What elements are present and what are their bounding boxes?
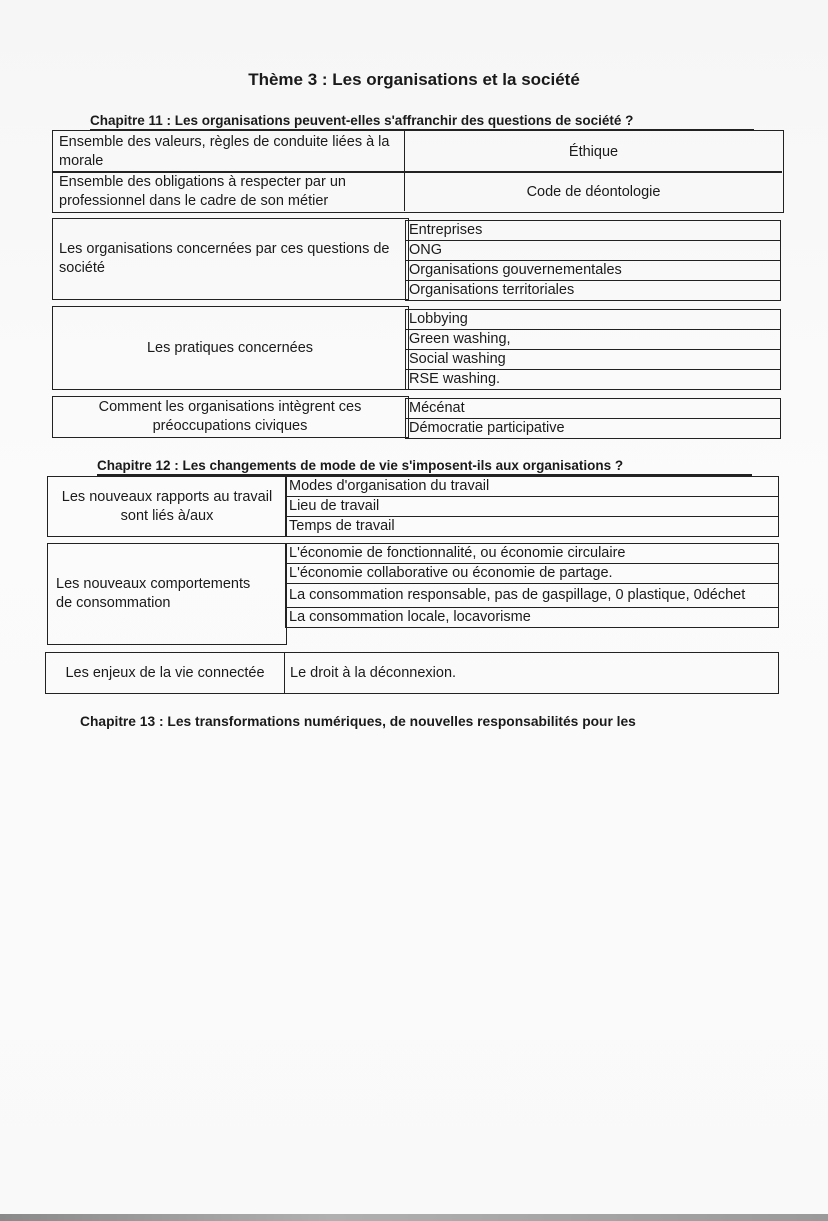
connected-label: Les enjeux de la vie connectée [65, 664, 265, 681]
list-item: Temps de travail [285, 516, 779, 537]
list-item: Modes d'organisation du travail [285, 476, 779, 496]
connected-value: Le droit à la déconnexion. [284, 653, 777, 693]
list-item: L'économie de fonctionnalité, ou économie circulaire [285, 543, 779, 563]
list-item: La consommation responsable, pas de gaspillage, 0 plastique, 0déchet [285, 583, 779, 607]
list-item: ONG [405, 240, 781, 260]
list-item: Social washing [405, 349, 781, 369]
definition-ethique-text: Ensemble des valeurs, règles de conduite liées à la morale [59, 134, 390, 169]
chapter-11-title-text: Chapitre 11 : Les organisations peuvent-elles s'affranchir des questions de société ? [90, 113, 634, 128]
consumption-label: Les nouveaux comportements de consommation [56, 576, 251, 611]
chapter-12-title: Chapitre 12 : Les changements de mode de vie s'imposent-ils aux organisations ? [97, 458, 624, 473]
orgs-label: Les organisations concernées par ces questions de société [59, 241, 390, 276]
term-deontologie: Code de déontologie [404, 172, 782, 211]
list-item: Organisations gouvernementales [405, 260, 781, 280]
definitions-table [52, 130, 784, 213]
civic-label: Comment les organisations intègrent ces préoccupations civiques [98, 399, 362, 434]
practices-list [405, 309, 781, 390]
list-item: Lieu de travail [285, 496, 779, 516]
civic-list [405, 398, 781, 439]
list-item: Organisations territoriales [405, 280, 781, 301]
orgs-label-box [52, 218, 409, 300]
consumption-label-box [47, 543, 287, 645]
practices-label: Les pratiques concernées [146, 339, 314, 356]
work-list [285, 476, 779, 537]
work-label: Les nouveaux rapports au travail sont liés à/aux [61, 488, 273, 524]
term-ethique: Éthique [404, 131, 782, 172]
list-item: Lobbying [405, 309, 781, 329]
list-item: Mécénat [405, 398, 781, 418]
orgs-list [405, 220, 781, 301]
list-item: Démocratie participative [405, 418, 781, 439]
list-item: Entreprises [405, 220, 781, 240]
list-item: L'économie collaborative ou économie de partage. [285, 563, 779, 583]
connected-table [45, 652, 779, 694]
chapter-11-title [90, 113, 633, 128]
list-item: Green washing, [405, 329, 781, 349]
consumption-list [285, 543, 779, 628]
list-item: RSE washing. [405, 369, 781, 390]
chapter-13-title: Chapitre 13 : Les transformations numériques, de nouvelles responsabilités pour les [80, 714, 636, 729]
work-label-box [47, 476, 287, 537]
list-item: La consommation locale, locavorisme [285, 607, 779, 628]
theme-title: Thème 3 : Les organisations et la société [248, 70, 580, 89]
civic-label-box [52, 396, 409, 438]
page-edge [0, 1214, 828, 1221]
definition-deontologie-text: Ensemble des obligations à respecter par un professionnel dans le cadre de son métier [59, 174, 346, 209]
practices-label-box [52, 306, 409, 390]
